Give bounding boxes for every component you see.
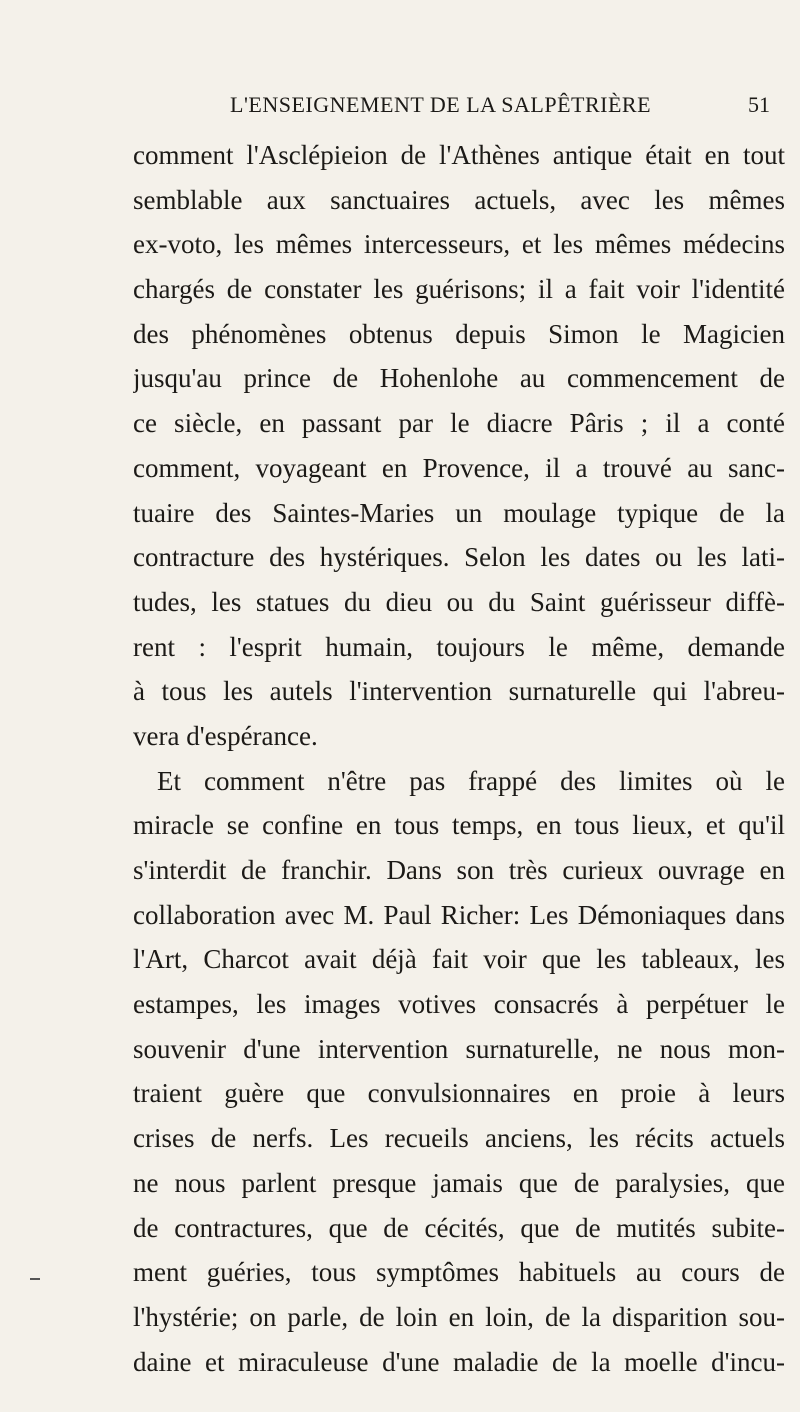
text-line: traient guère que convulsionnaires en proie à leurs bbox=[133, 1078, 785, 1109]
text-line: tuaire des Saintes-Maries un moulage typique de la bbox=[133, 497, 785, 528]
text-line: comment l'Asclépieion de l'Athènes antique était en tout bbox=[133, 140, 785, 170]
text-line: ne nous parlent presque jamais que de paralysies, que bbox=[133, 1167, 785, 1198]
running-title: L'ENSEIGNEMENT DE LA SALPÊTRIÈRE bbox=[230, 92, 652, 117]
text-line: de contractures, que de cécités, que de mutités subite- bbox=[133, 1212, 785, 1243]
text-line: crises de nerfs. Les recueils anciens, les récits actuels bbox=[133, 1123, 785, 1154]
text-line: comment, voyageant en Provence, il a trouvé au sanc- bbox=[133, 452, 785, 483]
text-line: daine et miraculeuse d'une maladie de la moelle d'incu- bbox=[133, 1346, 785, 1377]
page-header bbox=[230, 92, 770, 132]
text-line: contracture des hystériques. Selon les dates ou les lati- bbox=[133, 542, 785, 573]
text-line: semblable aux sanctuaires actuels, avec les mêmes bbox=[133, 184, 785, 215]
text-line: estampes, les images votives consacrés à perpétuer le bbox=[133, 989, 785, 1020]
body-text bbox=[133, 133, 785, 1384]
text-line: tudes, les statues du dieu ou du Saint guérisseur diffè- bbox=[133, 586, 785, 617]
text-line: Et comment n'être pas frappé des limites où le bbox=[157, 765, 785, 796]
text-line: rent : l'esprit humain, toujours le même, demande bbox=[133, 631, 785, 662]
text-line: chargés de constater les guérisons; il a fait voir l'identité bbox=[133, 274, 785, 305]
text-line: s'interdit de franchir. Dans son très curieux ouvrage en bbox=[133, 855, 785, 885]
page-number: 51 bbox=[748, 92, 770, 117]
text-line: souvenir d'une intervention surnaturelle, ne nous mon- bbox=[133, 1033, 785, 1064]
text-line: collaboration avec M. Paul Richer: Les Démoniaques dans bbox=[133, 899, 785, 930]
text-line: l'Art, Charcot avait déjà fait voir que les tableaux, les bbox=[133, 944, 785, 975]
text-line: des phénomènes obtenus depuis Simon le Magicien bbox=[133, 318, 785, 349]
text-line: ce siècle, en passant par le diacre Pâris ; il a conté bbox=[133, 408, 785, 439]
text-line: vera d'espérance. bbox=[133, 720, 318, 751]
text-line: l'hystérie; on parle, de loin en loin, de la disparition sou- bbox=[133, 1301, 785, 1332]
text-line: à tous les autels l'intervention surnaturelle qui l'abreu- bbox=[133, 676, 785, 707]
text-line: ex-voto, les mêmes intercesseurs, et les mêmes médecins bbox=[133, 229, 785, 260]
text-line: jusqu'au prince de Hohenlohe au commencement de bbox=[133, 363, 785, 394]
margin-mark bbox=[30, 1278, 40, 1280]
text-line: ment guéries, tous symptômes habituels au cours de bbox=[133, 1257, 785, 1288]
text-line: miracle se confine en tous temps, en tous lieux, et qu'il bbox=[133, 810, 785, 841]
